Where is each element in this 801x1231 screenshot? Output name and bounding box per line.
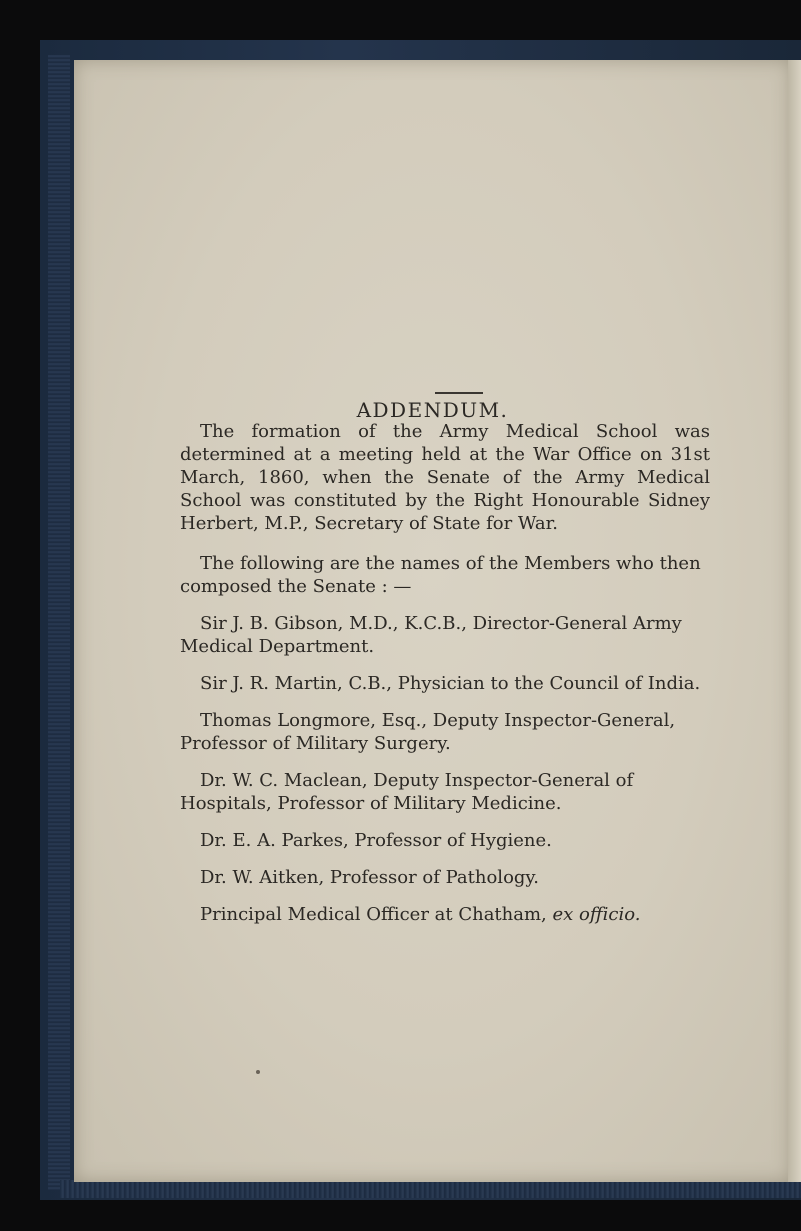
member-entry: Sir J. R. Martin, C.B., Physician to the Council of India. (200, 673, 701, 694)
ink-speck (256, 1070, 260, 1074)
ex-officio-text: ex officio. (552, 904, 641, 925)
member-entry: Dr. E. A. Parkes, Professor of Hygiene. (200, 830, 552, 851)
members-intro: The following are the names of the Members who then composed the Senate : — (180, 553, 701, 597)
intro-paragraph: The formation of the Army Medical School was determined at a meeting held at the War Office on 31st March, 1860, when the Senate of the Army Medical School was constituted by the Right Honourable Sidney Herbert, M.P., Secretary of State for War. (180, 421, 710, 534)
member-entry: Sir J. B. Gibson, M.D., K.C.B., Director-General Army Medical Department. (180, 613, 682, 657)
member-entry: Dr. W. C. Maclean, Deputy Inspector-General of Hospitals, Professor of Military Medicine. (180, 770, 634, 814)
member-entry-text: Principal Medical Officer at Chatham, (200, 904, 547, 925)
book-page (74, 60, 791, 1182)
page-body (180, 420, 710, 926)
member-entry: Thomas Longmore, Esq., Deputy Inspector-General, Professor of Military Surgery. (180, 710, 676, 754)
member-entry: Dr. W. Aitken, Professor of Pathology. (200, 867, 539, 888)
page-edge-right (788, 60, 801, 1182)
heading-rule (435, 392, 483, 394)
cover-edge-bottom (60, 1180, 801, 1198)
cover-edge-left (48, 55, 70, 1190)
page-heading: ADDENDUM. (356, 398, 509, 422)
member-entry-last (180, 903, 710, 926)
